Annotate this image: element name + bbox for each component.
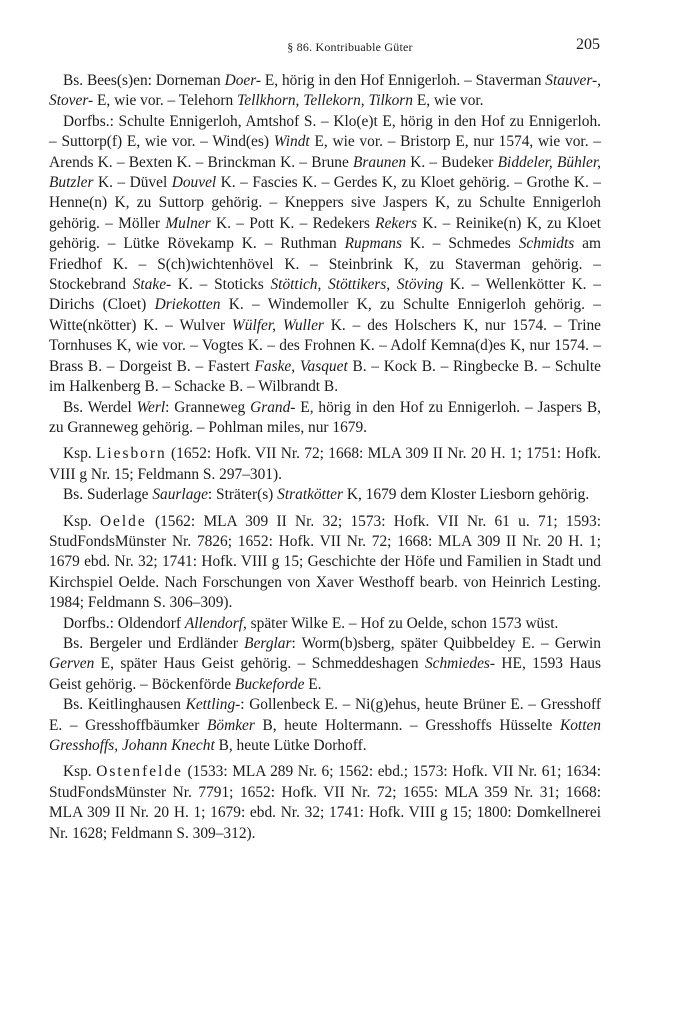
text-run: E, hörig in den Hof Ennigerloh. – Staverman xyxy=(261,72,546,89)
italic-name-variant: Douvel xyxy=(171,174,217,192)
text-run: Bs. Werdel xyxy=(63,398,137,416)
italic-name-variant: Stake- xyxy=(132,276,172,294)
paragraph xyxy=(49,695,601,756)
italic-name-variant: Berglar xyxy=(244,634,292,652)
italic-name-variant: Stauver-, Stover- xyxy=(49,72,601,110)
text-run: (1652: Hofk. VII Nr. 72; 1668: MLA 309 II Nr. 20 H. 1; 1751: Hofk. VIII g Nr. 15; Feldmann S. 297–301). xyxy=(49,445,601,483)
text-run: am Friedhof K. – S(ch)wichtenhövel K. – Steinbrink K, zu Staverman gehörig. – Stockebrand xyxy=(49,235,601,294)
text-run: B, heute Holtermann. – Gresshoffs Hüsselte xyxy=(254,716,560,734)
text-run: K. – Pott K. – Redekers xyxy=(210,214,376,232)
text-run: E, hörig in den Hof zu Ennigerloh. – Jaspers B, zu Granneweg gehörig. – Pohlman miles, nur 1679. xyxy=(49,398,601,436)
italic-name-variant: Rupmans xyxy=(344,235,402,253)
italic-name-variant: Biddeler, Bühler, Butzler xyxy=(49,153,602,192)
italic-name-variant: Stratkötter xyxy=(277,486,344,504)
italic-name-variant: Kotten Gresshoffs, Johann Knecht xyxy=(49,716,601,754)
text-run: HE, 1593 Haus Geist gehörig. – Böckenförde xyxy=(49,655,601,693)
italic-name-variant: Driekotten xyxy=(154,296,221,314)
parish-name: Ostenfelde xyxy=(96,763,183,781)
text-run: K. – Wellenkötter K. – Dirichs (Cloet) xyxy=(49,276,601,314)
text-run: Bs. Keitlinghausen xyxy=(63,696,186,714)
text-run: K. – Reinike(n) K, zu Kloet gehörig. – Lütke Rövekamp K. – Ruthman xyxy=(49,214,602,253)
text-run: , später Wilke E. – Hof zu Oelde, schon 1573 wüst. xyxy=(242,614,559,632)
text-run: E, später Haus Geist gehörig. – Schmeddeshagen xyxy=(94,655,425,673)
text-run: Ksp. xyxy=(63,512,100,530)
italic-name-variant: Windt xyxy=(273,133,310,151)
italic-name-variant: Braunen xyxy=(353,153,407,171)
italic-name-variant: Schmidts xyxy=(518,235,575,253)
italic-name-variant: Saurlage xyxy=(152,486,208,504)
text-run: E, wie vor. – Bristorp E, nur 1574, wie vor. – Arends K. – Bexten K. – Brinckman K. – Brune xyxy=(49,133,601,171)
text-run: Bs. Bees(s)en: Dorneman xyxy=(63,72,225,89)
text-run: Ksp. xyxy=(63,445,96,463)
italic-name-variant: Bömker xyxy=(207,716,255,734)
text-run: : Gollenbeck E. – Ni(g)ehus, heute Brüner E. – Gresshoff E. – Gresshoffbäumker xyxy=(49,696,601,734)
text-run: E, wie vor. – Telehorn xyxy=(93,92,238,110)
text-run: : Sträter(s) xyxy=(207,486,278,504)
italic-name-variant: Faske, Vasquet xyxy=(254,357,348,375)
text-run: Bs. Bergeler und Erdländer xyxy=(63,634,245,652)
italic-name-variant: Doer- xyxy=(224,72,262,89)
text-run: K. – Fascies K. – Gerdes K, zu Kloet gehörig. – Grothe K. – Henne(n) K, zu Suttorp gehörig. – Kneppers sive Jaspers K, zu Schulte Ennigerloh gehörig. – Möller xyxy=(49,174,601,232)
italic-name-variant: Grand- xyxy=(250,398,296,416)
text-run: B. – Kock B. – Ringbecke B. – Schulte im Halkenberg B. – Schacke B. – Wilbrandt B. xyxy=(49,357,601,396)
italic-name-variant: Werl xyxy=(136,398,166,416)
paragraph xyxy=(49,112,601,398)
italic-name-variant: Stöttich, Stöttikers, Stöving xyxy=(270,276,444,294)
text-run: K. – Budeker xyxy=(406,153,498,171)
paragraph xyxy=(49,444,601,485)
text-run: K. – des Holschers K, nur 1574. – Trine Tornhuses K, wie vor. – Vogtes K. – des Frohnen K. – Adolf Kemna(d)es K, nur 1574. – Brass B. – Dorgeist B. – Fastert xyxy=(49,316,601,375)
text-run: Bs. Suderlage xyxy=(63,486,153,504)
paragraph xyxy=(49,634,601,695)
italic-name-variant: Rekers xyxy=(375,214,418,232)
text-run: K, 1679 dem Kloster Liesborn gehörig. xyxy=(343,486,590,504)
page-number: 205 xyxy=(576,36,600,53)
italic-name-variant: Buckeforde xyxy=(234,675,305,693)
text-run: Dorfbs.: Schulte Ennigerloh, Amtshof S. – Klo(e)t E, hörig in den Hof zu Ennigerloh. – Suttorp(f) E, wie vor. – Wind(es) xyxy=(49,112,601,151)
italic-name-variant: Allendorf xyxy=(184,614,243,632)
paragraph xyxy=(49,762,601,844)
paragraph xyxy=(49,485,601,505)
text-run: K. – Stoticks xyxy=(171,276,271,294)
text-run: E. xyxy=(304,675,322,693)
italic-name-variant: Mulner xyxy=(165,214,211,232)
paragraph xyxy=(49,398,601,439)
text-run: B, heute Lütke Dorhoff. xyxy=(214,737,367,754)
text-run: Ksp. xyxy=(63,763,97,781)
italic-name-variant: Kettling- xyxy=(185,696,241,714)
text-run: (1562: MLA 309 II Nr. 32; 1573: Hofk. VII Nr. 61 u. 71; 1593: StudFondsMünster Nr. 7826; 1652: Hofk. VII Nr. 72; 1668: MLA 309 II Nr. 20 H. 1; 1679 ebd. Nr. 32; 1741: Hofk. VIII g 15; Geschichte der Höfe und Familien in Stadt und Kirchspiel Oelde. Nach Forschungen von Xaver Westhoff bearb. von Heinrich Lesting. 1984; Feldmann S. 306–309). xyxy=(49,512,601,612)
italic-name-variant: Gerven xyxy=(49,655,95,673)
text-run: : Worm(b)sberg, später Quibbeldey E. – Gerwin xyxy=(291,634,601,652)
text-run: E, wie vor. xyxy=(412,92,484,110)
paragraph xyxy=(49,512,601,614)
italic-name-variant: Tellkhorn, Tellekorn, Tilkorn xyxy=(237,92,413,110)
text-run: Dorfbs.: Oldendorf xyxy=(63,614,185,632)
text-run: : Granneweg xyxy=(165,398,251,416)
paragraph xyxy=(49,71,601,112)
body-text xyxy=(49,71,601,844)
parish-name: Liesborn xyxy=(95,445,167,463)
italic-name-variant: Wülfer, Wuller xyxy=(231,316,324,334)
text-run: K. – Düvel xyxy=(93,174,172,192)
running-title: § 86. Kontribuable Güter xyxy=(287,40,413,54)
text-run: K. – Schmedes xyxy=(401,235,519,253)
italic-name-variant: Schmiedes- xyxy=(424,655,496,673)
text-run: K. – Windemoller K, zu Schulte Ennigerloh gehörig. – Witte(nkötter) K. – Wulver xyxy=(49,296,601,334)
paragraph xyxy=(49,614,601,634)
text-run: (1533: MLA 289 Nr. 6; 1562: ebd.; 1573: Hofk. VII Nr. 61; 1634: StudFondsMünster Nr. 7791; 1652: Hofk. VII Nr. 72; 1655: MLA 359 Nr. 31; 1668: MLA 309 II Nr. 20 H. 1; 1679: ebd. Nr. 32; 1741: Hofk. VIII g 15; 1800: Domkellnerei Nr. 1628; Feldmann S. 309–312). xyxy=(49,763,601,842)
parish-name: Oelde xyxy=(99,512,147,530)
